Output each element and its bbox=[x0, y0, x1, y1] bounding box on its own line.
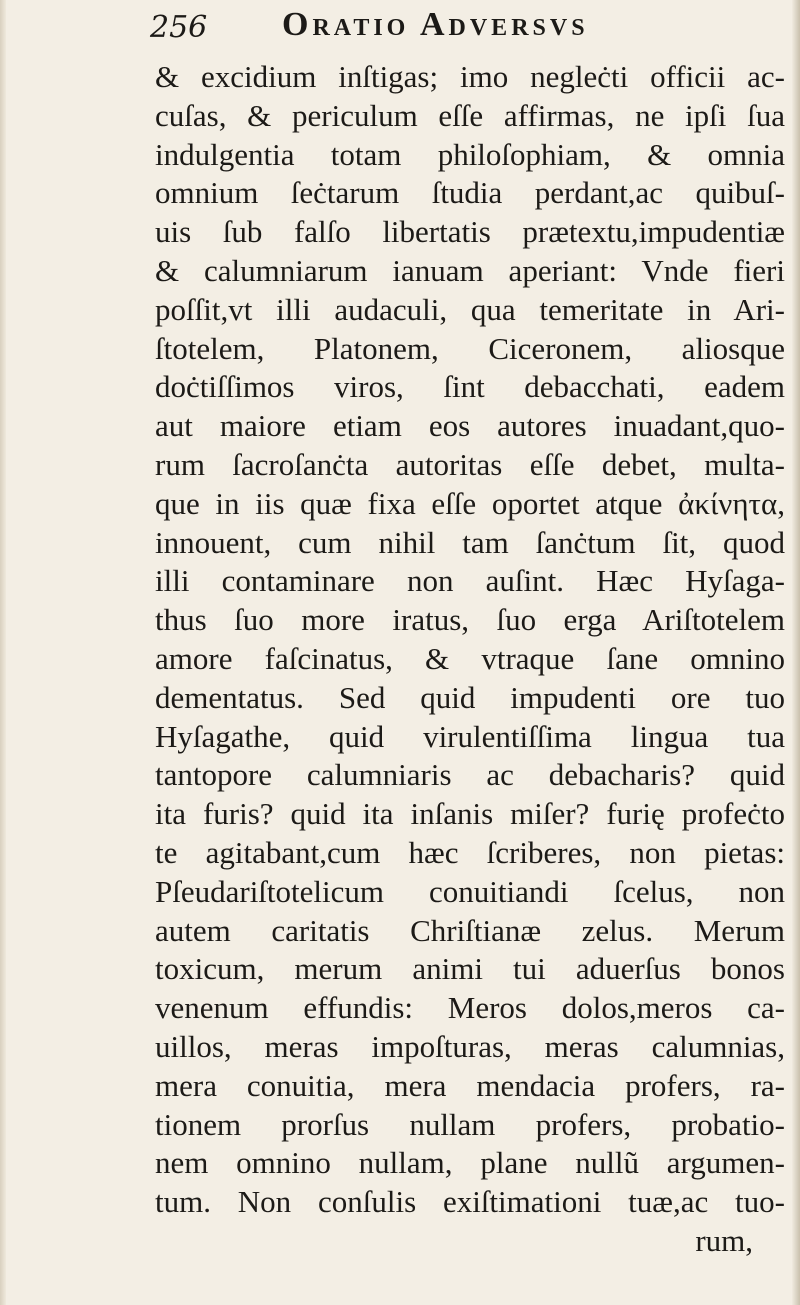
text-line: uillos, meras impoſturas, meras calumnias, bbox=[155, 1028, 785, 1064]
text-line: te agitabant,cum hæc ſcriberes, non pietas: bbox=[155, 834, 785, 870]
text-line: innouent, cum nihil tam ſanċtum ſit, quod bbox=[155, 524, 785, 560]
text-line: omnium ſeċtarum ſtudia perdant,ac quibuſ- bbox=[155, 175, 785, 211]
text-line: indulgentia totam philoſophiam, & omnia bbox=[155, 136, 785, 172]
text-line: thus ſuo more iratus, ſuo erga Ariſtotelem bbox=[155, 602, 785, 638]
text-line: aut maiore etiam eos autores inuadant,quo- bbox=[155, 408, 785, 444]
text-line: Pſeudariſtotelicum conuitiandi ſcelus, non bbox=[155, 873, 785, 909]
text-line: rum ſacroſanċta autoritas eſſe debet, multa- bbox=[155, 446, 785, 482]
text-line: uis ſub falſo libertatis prætextu,impudentiæ bbox=[155, 214, 785, 250]
text-line: ita furis? quid ita inſanis miſer? furię profeċto bbox=[155, 796, 785, 832]
text-line: dementatus. Sed quid impudenti ore tuo bbox=[155, 679, 785, 715]
text-line: doċtiſſimos viros, ſint debacchati, eadem bbox=[155, 369, 785, 405]
text-line: que in iis quæ fixa eſſe oportet atque ἀκίνητα, bbox=[155, 485, 785, 521]
text-line: ſtotelem, Platonem, Ciceronem, aliosque bbox=[155, 330, 785, 366]
text-line: illi contaminare non auſint. Hæc Hyſaga- bbox=[155, 563, 785, 599]
text-line: poſſit,vt illi audaculi, qua temeritate in Ari- bbox=[155, 291, 785, 327]
text-line: autem caritatis Chriſtianæ zelus. Merum bbox=[155, 912, 785, 948]
text-line: cuſas, & periculum eſſe affirmas, ne ipſi ſua bbox=[155, 97, 785, 133]
text-line: amore faſcinatus, & vtraque ſane omnino bbox=[155, 640, 785, 676]
text-line: tionem prorſus nullam profers, probatio- bbox=[155, 1106, 785, 1142]
text-line: tum. Non conſulis exiſtimationi tuæ,ac tuo- bbox=[155, 1184, 785, 1220]
page-number: 256 bbox=[150, 10, 208, 45]
text-line: rum, bbox=[695, 1222, 753, 1258]
text-line: & excidium inſtigas; imo negleċti officii ac- bbox=[155, 59, 785, 94]
running-head-title: Oratio Adversvs bbox=[282, 6, 589, 43]
page-edge-right bbox=[792, 0, 800, 1305]
page-gutter-left bbox=[0, 0, 6, 1305]
running-head bbox=[150, 6, 790, 50]
text-line: toxicum, merum animi tui aduerſus bonos bbox=[155, 951, 785, 987]
text-line: & calumniarum ianuam aperiant: Vnde fieri bbox=[155, 252, 785, 288]
text-line: Hyſagathe, quid virulentiſſima lingua tua bbox=[155, 718, 785, 754]
text-line: tantopore calumniaris ac debacharis? quid bbox=[155, 757, 785, 793]
body-text bbox=[155, 58, 785, 1261]
text-line: nem omnino nullam, plane nullũ argumen- bbox=[155, 1145, 785, 1181]
text-line: mera conuitia, mera mendacia profers, ra- bbox=[155, 1067, 785, 1103]
text-line: venenum effundis: Meros dolos,meros ca- bbox=[155, 990, 785, 1026]
